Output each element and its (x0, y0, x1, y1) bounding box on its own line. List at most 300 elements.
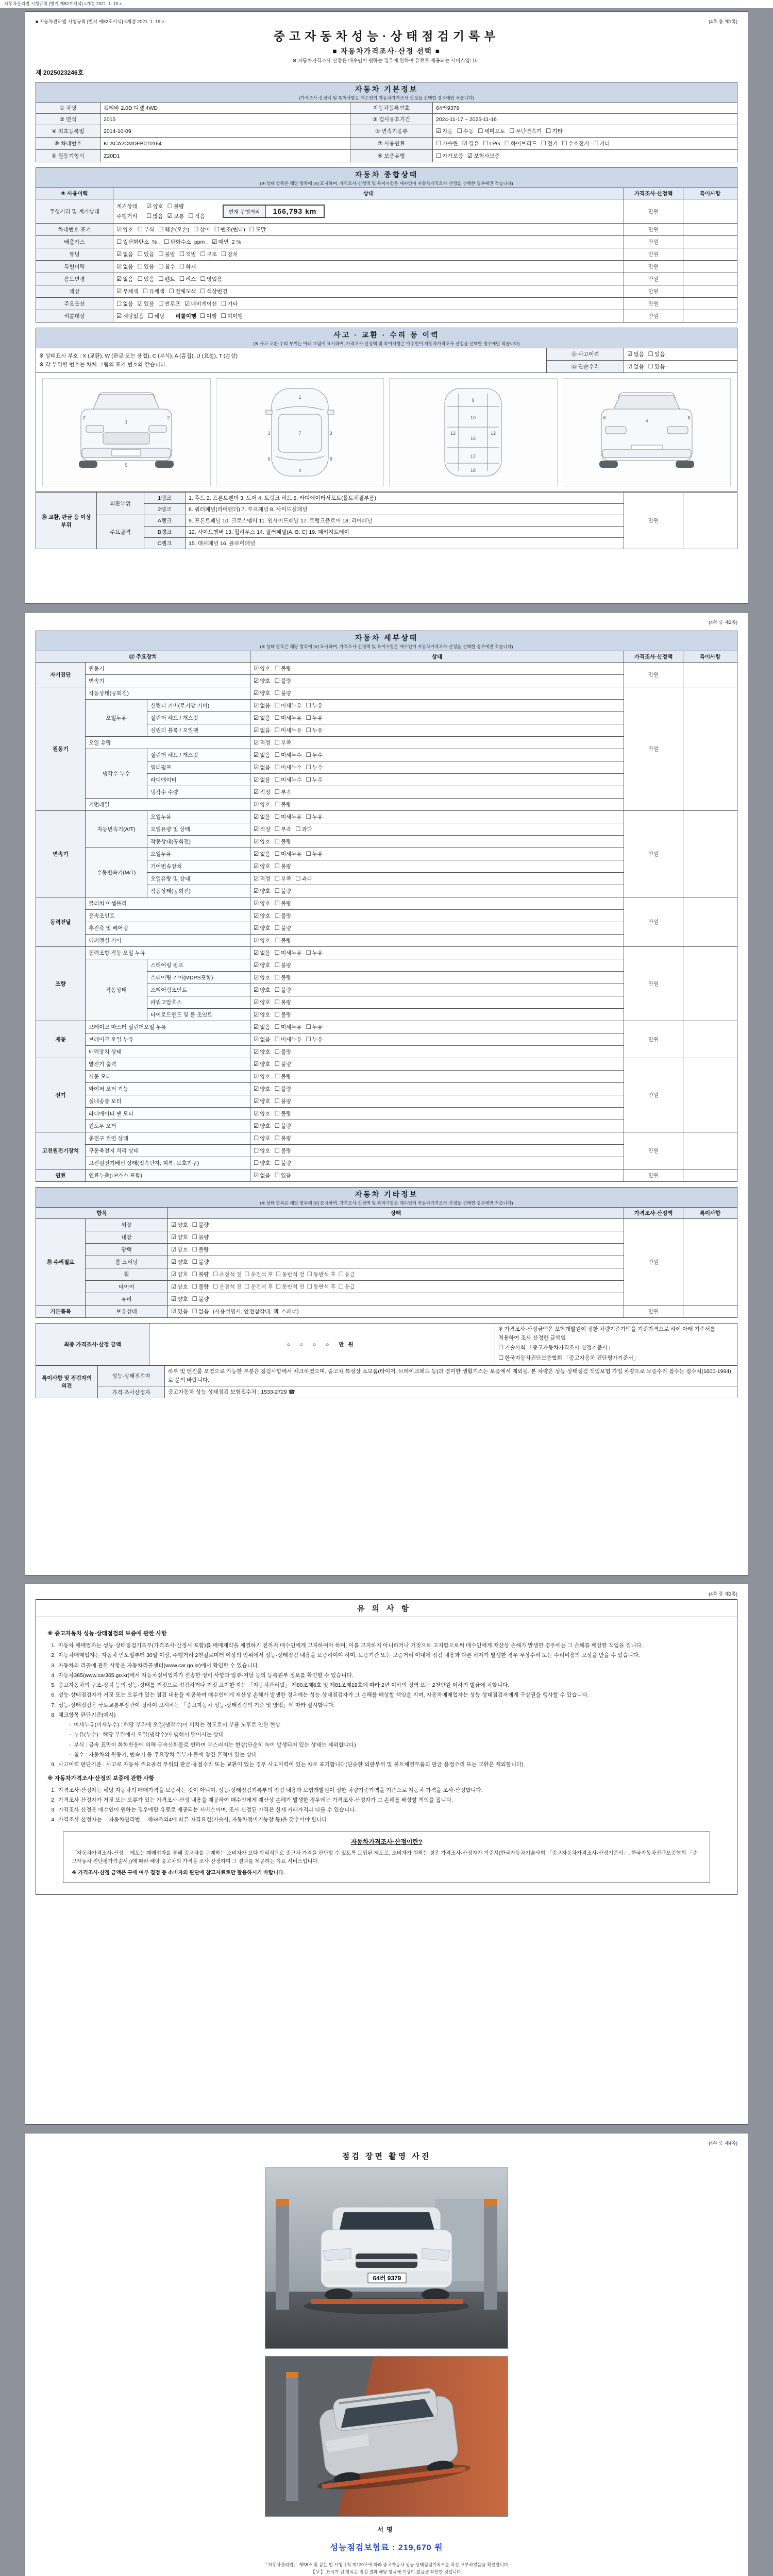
option-label: 불량 (280, 1160, 292, 1166)
checkbox-icon: ☐ (274, 1024, 280, 1030)
item-label: 타이로드엔드 및 볼 조인트 (147, 1009, 250, 1021)
glass-label: 유리 (86, 1293, 168, 1306)
checkbox-option[interactable] (254, 1134, 271, 1142)
checkbox-icon: ☐ (306, 851, 311, 857)
checkbox-option[interactable] (275, 998, 292, 1006)
checkbox-checked-icon: ☑ (254, 975, 259, 981)
checkbox-option[interactable] (306, 850, 323, 858)
option-label: 양호 (260, 863, 271, 870)
checkbox-option[interactable] (457, 127, 474, 135)
checkbox-option[interactable] (275, 825, 292, 833)
checkbox-option[interactable] (275, 1036, 302, 1043)
checkbox-option[interactable] (254, 677, 271, 685)
checkbox-option[interactable] (275, 1097, 292, 1105)
svg-text:9: 9 (472, 398, 475, 403)
car-diagram-front-icon (49, 383, 204, 481)
checkbox-icon: ☐ (648, 364, 653, 370)
checkbox-option[interactable] (275, 764, 302, 771)
checkbox-option[interactable] (116, 300, 133, 308)
checkbox-option[interactable] (192, 1270, 209, 1278)
checkbox-checked-icon: ☑ (462, 141, 468, 147)
checkbox-option[interactable] (254, 887, 271, 895)
checkbox-option[interactable] (275, 726, 302, 734)
document-subtitle: ■ 자동차가격조사·산정 선택 ■ (332, 47, 441, 55)
checkbox-option[interactable] (275, 801, 292, 808)
checkbox-option[interactable] (167, 202, 184, 210)
item-status (250, 811, 624, 823)
checkbox-option[interactable] (307, 1270, 336, 1278)
checkbox-option[interactable] (546, 127, 563, 135)
checkbox-option[interactable] (306, 714, 323, 722)
checkbox-option[interactable] (116, 312, 144, 320)
checkbox-option[interactable] (244, 1270, 273, 1278)
checkbox-option[interactable] (254, 1085, 271, 1093)
item-label: 작동상태(공회전) (147, 836, 250, 848)
checkbox-option[interactable] (158, 226, 189, 233)
option-label: 누수 (312, 765, 323, 771)
checkbox-icon: ☐ (221, 301, 227, 307)
checkbox-option[interactable] (171, 1258, 188, 1266)
checkbox-option[interactable] (306, 702, 323, 709)
checkbox-icon: ☐ (274, 975, 280, 981)
checkbox-option[interactable] (200, 275, 222, 283)
checkbox-option[interactable] (164, 238, 208, 246)
checkbox-option[interactable] (116, 263, 133, 270)
option-label: 매연 (218, 239, 229, 245)
checkbox-option[interactable] (338, 1283, 355, 1291)
notice-item: 5. 중고자동차의 구조·장치 등의 성능·상태를 거짓으로 점검하거나 거짓 고지한 자는 「자동차관리법」 제80조제6호 및 제81조제19호에 따라 2년 이하의 징역 또는 2천만원 이하의 벌금에 처합니다. (51, 1682, 510, 1689)
checkbox-option[interactable] (254, 788, 271, 796)
checkbox-option[interactable] (254, 838, 271, 845)
checkbox-option[interactable] (254, 862, 271, 870)
remarks-cell (683, 897, 737, 947)
checkbox-option[interactable] (221, 312, 243, 320)
polish-options (168, 1244, 624, 1256)
footer-line-2: 【 V 】 표시가 된 항목은 점검 결과 해당 항목에 이상이 없음을 확인한 것입니다. (311, 2569, 462, 2575)
simple-repair-options (624, 361, 737, 373)
checkbox-option[interactable] (275, 887, 292, 895)
checkbox-option[interactable] (192, 1221, 209, 1229)
checkbox-option[interactable] (179, 275, 196, 283)
checkbox-option[interactable] (648, 363, 665, 370)
checkbox-option[interactable] (275, 1110, 292, 1117)
checkbox-option[interactable] (275, 702, 302, 709)
checkbox-option[interactable] (254, 764, 271, 771)
checkbox-checked-icon: ☑ (137, 301, 143, 307)
checkbox-option[interactable] (116, 250, 133, 258)
checkbox-option[interactable] (254, 739, 271, 747)
option-label: 양호 (260, 1098, 271, 1105)
checkbox-option[interactable] (254, 961, 271, 969)
remarks-cell (683, 298, 737, 310)
checkbox-option[interactable] (254, 825, 271, 833)
option-label: 전체도색 (175, 289, 196, 295)
accident-history-options (624, 348, 737, 361)
checkbox-icon: ☐ (306, 814, 311, 820)
checkbox-option[interactable] (254, 702, 271, 709)
checkbox-option[interactable] (306, 751, 323, 759)
page-3-header (36, 1590, 737, 1597)
simple-repair-label: ⑮ 단순수리 (547, 361, 624, 373)
checkbox-option[interactable] (436, 140, 458, 147)
checkbox-option[interactable] (138, 250, 155, 258)
checkbox-option[interactable] (498, 1343, 613, 1352)
svg-text:5: 5 (125, 463, 128, 468)
holding-state-label: 보유상태 (86, 1306, 168, 1318)
checkbox-option[interactable] (462, 140, 479, 147)
checkbox-option[interactable] (171, 1283, 188, 1291)
checkbox-option[interactable] (146, 212, 163, 220)
option-label: 하이브리드 (511, 141, 537, 147)
section-accident-history (36, 328, 737, 549)
checkbox-option[interactable] (254, 1147, 271, 1155)
item-status (250, 1071, 624, 1083)
item-label: 라디에이터 팬 모터 (86, 1108, 250, 1120)
checkbox-option[interactable] (254, 937, 271, 944)
remarks-cell (683, 1058, 737, 1132)
checkbox-option[interactable] (200, 250, 217, 258)
checkbox-option[interactable] (275, 974, 292, 981)
item-label: 오일누유 (147, 811, 250, 823)
checkbox-option[interactable] (254, 1172, 271, 1179)
checkbox-option[interactable] (275, 1073, 292, 1080)
checkbox-checked-icon: ☑ (171, 1284, 177, 1290)
rankB-label: B랭크 (144, 527, 186, 538)
checkbox-option[interactable] (295, 875, 312, 883)
option-label: 양호 (260, 1086, 271, 1092)
checkbox-option[interactable] (648, 350, 665, 358)
checkbox-option[interactable] (593, 140, 610, 147)
checkbox-icon: ☐ (307, 1284, 312, 1290)
checkbox-option[interactable] (192, 1295, 209, 1303)
checkbox-option[interactable] (158, 275, 175, 283)
checkbox-option[interactable] (188, 212, 205, 220)
item-label: 오일유량 및 상태 (147, 823, 250, 836)
checkbox-option[interactable] (221, 250, 238, 258)
checkbox-option[interactable] (467, 152, 500, 160)
checkbox-option[interactable] (254, 689, 271, 697)
checkbox-option[interactable] (275, 949, 302, 957)
notice-item: - 누유(누수) : 해당 부위에서 오일(냉각수)이 맺혀서 떨어지는 상태 (69, 1732, 224, 1738)
checkbox-option[interactable] (254, 1011, 271, 1019)
checkbox-icon: ☐ (137, 264, 143, 270)
checkbox-option[interactable] (116, 275, 133, 283)
checkbox-option[interactable] (275, 1122, 292, 1130)
checkbox-option[interactable] (275, 677, 292, 685)
checkbox-option[interactable] (200, 312, 217, 320)
remarks-cell (683, 1219, 737, 1306)
checkbox-option[interactable] (254, 801, 271, 808)
checkbox-option[interactable] (254, 949, 271, 957)
option-label: 네비게이션 (191, 301, 217, 307)
checkbox-option[interactable] (627, 363, 644, 370)
svg-text:18: 18 (470, 468, 476, 473)
inspector-label: 성능·상태점검자 (98, 1366, 165, 1386)
option-label: 미세누유 (280, 727, 302, 734)
checkbox-option[interactable] (116, 238, 160, 246)
checkbox-option[interactable] (193, 226, 210, 233)
checkbox-option[interactable] (275, 739, 292, 747)
checkbox-option[interactable] (171, 1295, 188, 1303)
checkbox-icon: ☐ (648, 351, 653, 358)
holding-state-cell (168, 1306, 624, 1318)
checkbox-option[interactable] (275, 850, 302, 858)
checkbox-option[interactable] (306, 776, 323, 784)
item-group-label: 오일누유 (86, 700, 147, 737)
checkbox-option[interactable] (214, 226, 245, 233)
checkbox-option[interactable] (138, 300, 155, 308)
checkbox-option[interactable] (192, 1308, 209, 1315)
tire-label: 타이어 (86, 1281, 168, 1293)
checkbox-checked-icon: ☑ (254, 938, 259, 944)
checkbox-option[interactable] (306, 726, 323, 734)
option-label: 기타 (552, 128, 563, 134)
item-status (250, 749, 624, 761)
checkbox-option[interactable] (254, 776, 271, 784)
option-label: 경유 (468, 141, 479, 147)
checkbox-option[interactable] (138, 226, 155, 233)
option-label: 불량 (280, 1012, 292, 1018)
checkbox-option[interactable] (249, 226, 266, 233)
option-label: 누유 (312, 1037, 323, 1043)
checkbox-option[interactable] (254, 751, 271, 759)
checkbox-option[interactable] (275, 875, 292, 883)
checkbox-option[interactable] (213, 1270, 242, 1278)
checkbox-option[interactable] (116, 226, 133, 233)
option-label: 불량 (280, 1098, 292, 1105)
item-status (250, 910, 624, 922)
checkbox-icon: ☐ (306, 727, 311, 734)
checkbox-option[interactable] (254, 875, 271, 883)
checkbox-option[interactable] (254, 912, 271, 920)
checkbox-option[interactable] (498, 1353, 638, 1363)
checkbox-option[interactable] (275, 924, 292, 932)
option-label: 렌트 (164, 276, 175, 282)
checkbox-option[interactable] (275, 1011, 292, 1019)
checkbox-option[interactable] (169, 287, 196, 295)
option-label: 불량 (280, 1061, 292, 1067)
notice-item: 3. 자동차의 리콜에 관한 사항은 자동차리콜센터(www.car.go.kr)에서 확인할 수 있습니다. (51, 1662, 259, 1669)
checkbox-option[interactable] (307, 1283, 336, 1291)
checkbox-option[interactable] (254, 1097, 271, 1105)
option-label: 적음 (194, 213, 205, 219)
option-label: 운전석 후 (250, 1284, 273, 1290)
checkbox-option[interactable] (158, 263, 175, 270)
checkbox-option[interactable] (306, 813, 323, 821)
checkbox-option[interactable] (275, 776, 302, 784)
option-label: 양호 (260, 913, 271, 919)
checkbox-option[interactable] (276, 1283, 305, 1291)
option-label: 양호 (260, 925, 271, 931)
checkbox-option[interactable] (179, 263, 196, 270)
checkbox-option[interactable] (275, 1159, 292, 1167)
remarks-cell (683, 236, 737, 248)
checkbox-option[interactable] (158, 250, 175, 258)
checkbox-option[interactable] (254, 813, 271, 821)
checkbox-option[interactable] (275, 912, 292, 920)
checkbox-option[interactable] (148, 312, 165, 320)
checkbox-option[interactable] (483, 140, 500, 147)
car-diagrams (36, 373, 737, 492)
checkbox-option[interactable] (505, 140, 537, 147)
checkbox-option[interactable] (436, 152, 463, 160)
checkbox-option[interactable] (275, 788, 292, 796)
checkbox-option[interactable] (254, 1110, 271, 1117)
detail-row (36, 1132, 737, 1145)
checkbox-icon: ☐ (200, 251, 206, 258)
notice-item: - 부식 : 금속 표면이 화학반응에 의해 금속산화물로 변하여 부스러지는 현상(단순히 녹이 발생되어 있는 상태는 제외합니다) (69, 1741, 356, 1748)
checkbox-option[interactable] (254, 1122, 271, 1130)
checkbox-option[interactable] (184, 300, 217, 308)
option-label: 없음 (123, 301, 133, 307)
checkbox-option[interactable] (254, 1159, 271, 1167)
checkbox-option[interactable] (171, 1270, 188, 1278)
checkbox-option[interactable] (627, 350, 644, 358)
wheel-state-cell (168, 1268, 624, 1281)
checkbox-option[interactable] (254, 1048, 271, 1056)
inspection-period-label: ③ 검사유효기간 (350, 114, 433, 125)
checkbox-option[interactable] (254, 998, 271, 1006)
checkbox-option[interactable] (275, 1060, 292, 1068)
option-label: 미세누유 (280, 715, 302, 721)
checkbox-option[interactable] (478, 127, 505, 135)
checkbox-option[interactable] (275, 1147, 292, 1155)
checkbox-option[interactable] (254, 665, 271, 672)
checkbox-option[interactable] (306, 949, 323, 957)
checkbox-option[interactable] (192, 1246, 209, 1253)
notice-box (36, 1599, 737, 1895)
checkbox-checked-icon: ☑ (254, 1173, 259, 1179)
option-label: 불량 (280, 938, 292, 944)
checkbox-option[interactable] (338, 1270, 355, 1278)
color-options (113, 285, 624, 298)
checkbox-option[interactable] (171, 1246, 188, 1253)
distance-label: 주행거리 (116, 213, 138, 219)
overall-condition-table (36, 188, 737, 323)
checkbox-option[interactable] (171, 1233, 188, 1241)
checkbox-option[interactable] (276, 1270, 305, 1278)
checkbox-option[interactable] (275, 900, 292, 907)
checkbox-option[interactable] (244, 1283, 273, 1291)
checkbox-option[interactable] (192, 1233, 209, 1241)
checkbox-option[interactable] (275, 714, 302, 722)
checkbox-checked-icon: ☑ (467, 153, 473, 159)
checkbox-option[interactable] (146, 202, 163, 210)
checkbox-option[interactable] (212, 238, 241, 246)
info-box-title: 자동차가격조사·산정이란? (350, 1838, 423, 1845)
checkbox-option[interactable] (541, 140, 558, 147)
checkbox-option[interactable] (192, 1258, 209, 1266)
checkbox-option[interactable] (275, 751, 302, 759)
emission-label: 배출가스 (36, 236, 113, 248)
checkbox-option[interactable] (254, 1023, 271, 1031)
checkbox-option[interactable] (275, 862, 292, 870)
checkbox-option[interactable] (254, 1060, 271, 1068)
checkbox-option[interactable] (138, 263, 155, 270)
basic-info-title-bar (36, 82, 737, 102)
checkbox-option[interactable] (192, 1283, 209, 1291)
checkbox-option[interactable] (254, 726, 271, 734)
checkbox-option[interactable] (158, 300, 180, 308)
checkbox-option[interactable] (254, 900, 271, 907)
checkbox-option[interactable] (275, 689, 292, 697)
item-status (250, 897, 624, 910)
checkbox-option[interactable] (171, 1308, 188, 1315)
checkbox-option[interactable] (306, 764, 323, 771)
checkbox-option[interactable] (254, 1073, 271, 1080)
checkbox-option[interactable] (275, 986, 292, 994)
item-label: 디퍼렌셜 기어 (86, 935, 250, 947)
checkbox-option[interactable] (179, 250, 196, 258)
option-label: 불량 (280, 962, 292, 969)
checkbox-option[interactable] (275, 1134, 292, 1142)
checkbox-option[interactable] (254, 986, 271, 994)
main-options (113, 298, 624, 310)
checkbox-option[interactable] (254, 714, 271, 722)
checkbox-checked-icon: ☑ (254, 863, 259, 870)
checkbox-option[interactable] (275, 813, 302, 821)
checkbox-option[interactable] (167, 212, 184, 220)
checkbox-option[interactable] (254, 850, 271, 858)
checkbox-checked-icon: ☑ (116, 227, 122, 233)
option-label: 해당 (154, 313, 165, 319)
checkbox-option[interactable] (275, 838, 292, 845)
checkbox-option[interactable] (306, 1023, 323, 1031)
checkbox-option[interactable] (306, 1036, 323, 1043)
checkbox-option[interactable] (275, 1023, 302, 1031)
etc-col-price: 가격조사·산정액 (624, 1208, 683, 1219)
checkbox-option[interactable] (143, 287, 165, 295)
checkbox-option[interactable] (275, 961, 292, 969)
notice-item: 4. 자동차365(www.car365.go.kr)에서 자동차정비업자가 전송한 정비 사항과 압류·저당 등의 등록원부 정보를 확인할 수 있습니다. (51, 1672, 354, 1679)
option-label: 자동 (442, 128, 453, 134)
checkbox-option[interactable] (562, 140, 589, 147)
checkbox-option[interactable] (116, 287, 139, 295)
rank1-label: 1랭크 (144, 493, 186, 504)
checkbox-option[interactable] (275, 665, 292, 672)
item-label: 브레이크 마스터 실린더오일 누유 (86, 1021, 250, 1033)
opinion-box-label: 특이사항 및 점검자의 의견 (36, 1366, 98, 1398)
checkbox-option[interactable] (138, 275, 155, 283)
checkbox-option[interactable] (171, 1221, 188, 1229)
checkbox-icon: ☐ (546, 128, 551, 134)
exchange-section-label: ⑯ 교환, 판금 등 이상 부위 (36, 493, 97, 549)
checkbox-icon: ☐ (274, 925, 280, 931)
svg-text:3: 3 (329, 431, 332, 436)
checkbox-option[interactable] (254, 924, 271, 932)
item-label: 작동상태(공회전) (86, 687, 250, 700)
checkbox-icon: ☐ (593, 141, 599, 147)
checkbox-option[interactable] (254, 1036, 271, 1043)
checkbox-checked-icon: ☑ (254, 1037, 259, 1043)
checkbox-option[interactable] (275, 1085, 292, 1093)
checkbox-option[interactable] (221, 300, 238, 308)
checkbox-option[interactable] (275, 1172, 292, 1179)
option-label: 무채색 (123, 289, 139, 295)
checkbox-option[interactable] (295, 825, 312, 833)
checkbox-option[interactable] (254, 974, 271, 981)
item-label: 추진축 및 베어링 (86, 922, 250, 935)
checkbox-option[interactable] (509, 127, 542, 135)
checkbox-option[interactable] (436, 127, 453, 135)
checkbox-option[interactable] (275, 1048, 292, 1056)
option-label: 누수 (312, 777, 323, 783)
checkbox-option[interactable] (275, 937, 292, 944)
checkbox-option[interactable] (213, 1283, 242, 1291)
checkbox-option[interactable] (200, 287, 227, 295)
device-category-label: 고전원전기장치 (36, 1132, 86, 1170)
item-label: 등속조인트 (86, 910, 250, 922)
